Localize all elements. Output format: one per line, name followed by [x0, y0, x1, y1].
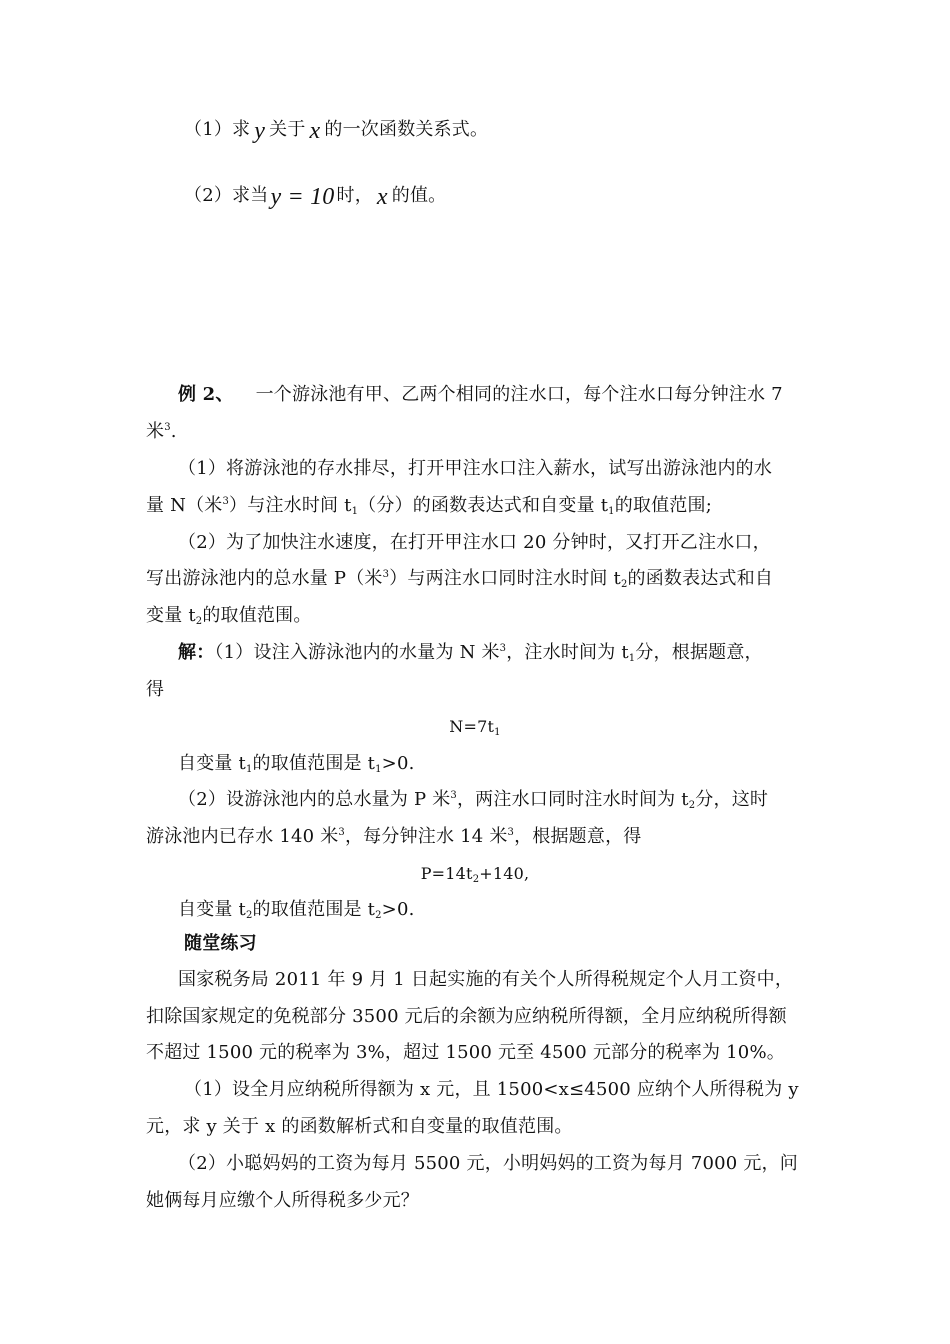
- practice-paragraph-line-3: 不超过 1500 元的税率为 3%，超过 1500 元至 4500 元部分的税率为 10%。: [146, 1042, 785, 1063]
- solution-label: 解：: [178, 642, 215, 663]
- example-2-q1-line-2: 量 N（米$^3$）与注水时间 $t_1$（分）的函数表达式和自变量 $t_1$的取值范围;: [146, 495, 712, 517]
- solution-line-2: 得: [146, 679, 165, 700]
- formula-n: $N=7t_1$: [449, 717, 501, 738]
- solution-line-1: 解：（1）设注入游泳池内的水量为 N 米$^3$，注水时间为 $t_1$分，根据题意，: [178, 642, 763, 664]
- example-2-q2-line-2: 写出游泳池内的总水量 P（米$^3$）与两注水口同时注水时间 $t_2$的函数表达式和自: [146, 568, 774, 590]
- practice-paragraph-line-1: 国家税务局 2011 年 9 月 1 日起实施的有关个人所得税规定个人月工资中，: [178, 969, 794, 990]
- practice-q1-line-2: 元，求 y 关于 x 的函数解析式和自变量的取值范围。: [146, 1116, 573, 1137]
- example-2-line-1: 例 2、 一个游泳池有甲、乙两个相同的注水口，每个注水口每分钟注水 7: [178, 384, 783, 405]
- solution-2-line-1: （2）设游泳池内的总水量为 P 米$^3$，两注水口同时注水时间为 $t_2$分，这时: [178, 789, 769, 811]
- question-2-line: （2）求当y = 10 时， x 的值。: [184, 184, 447, 210]
- example-2-line-2: 米$^3$.: [146, 421, 177, 442]
- practice-q1-line-1: （1）设全月应纳税所得额为 x 元，且 1500<x≤4500 应纳个人所得税为 y: [184, 1079, 799, 1100]
- practice-q2-line-1: （2）小聪妈妈的工资为每月 5500 元，小明妈妈的工资为每月 7000 元，问: [178, 1153, 798, 1174]
- variable-x: x: [309, 118, 321, 144]
- range-t1: 自变量 $t_1$的取值范围是 $t_1>0$.: [178, 753, 415, 775]
- practice-title: 随堂练习: [184, 933, 257, 954]
- range-t2: 自变量 $t_2$的取值范围是 $t_2>0$.: [178, 899, 415, 921]
- example-2-q2-line-1: （2）为了加快注水速度，在打开甲注水口 20 分钟时，又打开乙注水口，: [178, 532, 771, 553]
- example-2-q2-line-3: 变量 $t_2$的取值范围。: [146, 605, 312, 627]
- solution-2-line-2: 游泳池内已存水 140 米$^3$，每分钟注水 14 米$^3$，根据题意，得: [146, 826, 642, 847]
- equation-y-equals-10: y = 10: [270, 184, 335, 210]
- example-2-q1-line-1: （1）将游泳池的存水排尽，打开甲注水口注入薪水，试写出游泳池内的水: [178, 458, 773, 479]
- example-2-label: 例 2、: [178, 384, 234, 405]
- variable-x: x: [376, 184, 388, 210]
- practice-paragraph-line-2: 扣除国家规定的免税部分 3500 元后的余额为应纳税所得额，全月应纳税所得额: [146, 1006, 787, 1027]
- practice-q2-line-2: 她俩每月应缴个人所得税多少元？: [146, 1190, 419, 1211]
- formula-p: $P=14t_2+140$,: [420, 864, 530, 885]
- variable-y: y: [254, 118, 266, 144]
- question-1-line: （1）求 y 关于 x 的一次函数关系式。: [184, 118, 489, 144]
